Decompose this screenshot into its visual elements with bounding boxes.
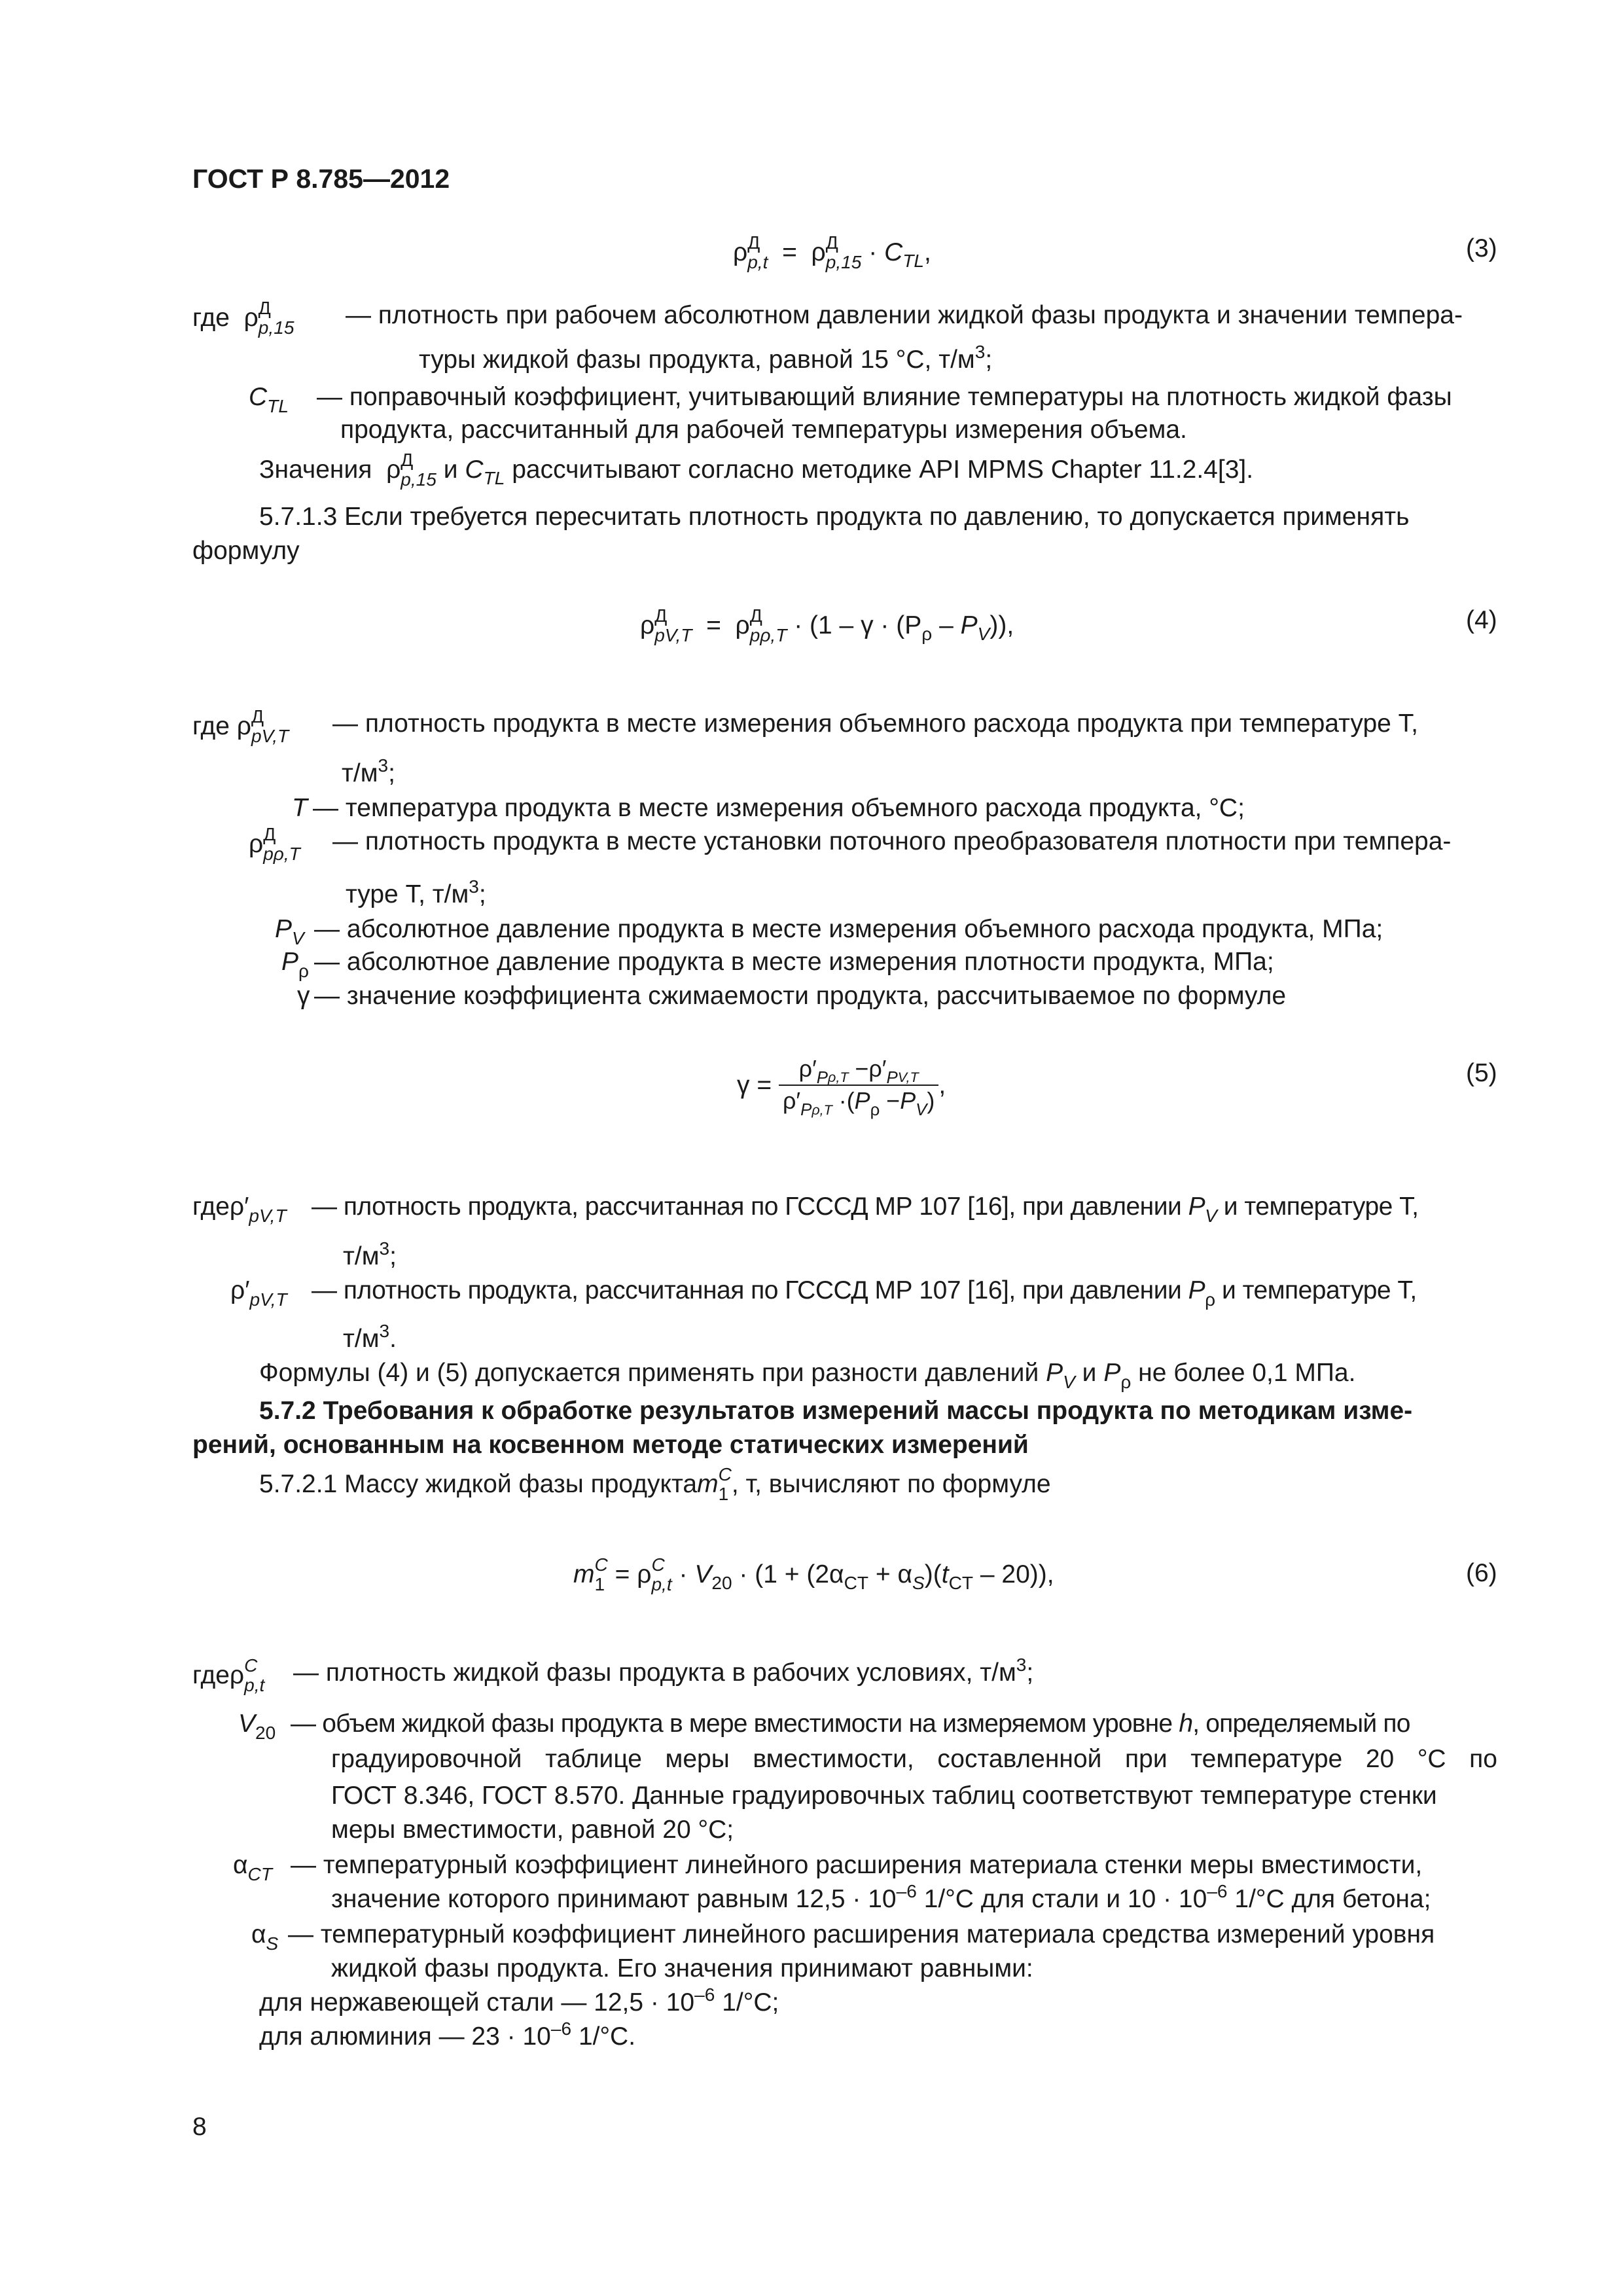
equation-3: ρ Д p,t = ρ Д p,15 · $C_{TL}$,: [733, 232, 931, 272]
where-6-line-1: — плотность жидкой фазы продукта в рабочих условиях, $т/м^3$;: [293, 1654, 1034, 1687]
equation-number-6: (6): [1466, 1559, 1497, 1587]
paragraph-5-7-1-3-line-2: формулу: [192, 537, 300, 565]
where-6-symbol-alpha-s: $\alpha_S$: [251, 1920, 279, 1954]
where-5-line-2: $т/м^3$;: [343, 1238, 397, 1270]
where-3-symbol-ctl: $C_{TL}$: [249, 383, 289, 416]
where-3-line-3: — поправочный коэффициент, учитывающий влияние температуры на плотность жидкой фазы: [317, 383, 1452, 411]
where-5-line-1: — плотность продукта, рассчитанная по ГСССД МР 107 [16], при давлении $P_V$ и температуре Т,: [312, 1193, 1419, 1226]
where-6-line-11: для алюминия — $23 \cdot 10^{-6}$ 1/°С.: [259, 2018, 636, 2051]
where-4-line-2: $т/м^3$;: [342, 755, 395, 787]
standard-header: ГОСТ Р 8.785—2012: [192, 164, 450, 194]
where-4-label: где ρ Д pV,T: [192, 706, 289, 746]
where-6-symbol-v20: $V_{20}$: [238, 1710, 276, 1743]
equation-number-5: (5): [1466, 1059, 1497, 1087]
where-4-line-7: — абсолютное давление продукта в месте измерения плотности продукта, МПа;: [314, 948, 1274, 976]
where-5-line-3: — плотность продукта, рассчитанная по ГСССД МР 107 [16], при давлении $P_\rho$ и температуре Т,: [312, 1276, 1417, 1310]
where-4-line-6: — абсолютное давление продукта в месте измерения объемного расхода продукта, МПа;: [314, 915, 1383, 943]
where-6-line-3: градуировочной таблице меры вместимости, составленной при температуре 20 °С по: [331, 1745, 1497, 1773]
where-5-line-5: Формулы (4) и (5) допускается применять при разности давлений $P_V$ и $P_\rho$ не более 0,1 МПа.: [259, 1359, 1356, 1392]
where-6-line-6: — температурный коэффициент линейного расширения материала стенки меры вместимости,: [291, 1851, 1423, 1879]
where-6-symbol-alpha-ct: $\alpha_{CT}$: [233, 1851, 272, 1884]
where-4-line-4: — плотность продукта в месте установки поточного преобразователя плотности при темпера-: [332, 827, 1452, 855]
where-6-line-5: меры вместимости, равной 20 °С;: [331, 1816, 734, 1844]
where-4-symbol-gamma: γ: [297, 982, 310, 1010]
where-6-line-7: значение которого принимают равным $12,5 \cdot 10^{-6}$ 1/°С для стали и $10 \cdot 10^{-6}$ 1/°С для бетона;: [331, 1880, 1431, 1913]
section-5-7-2-heading-line-1: 5.7.2 Требования к обработке результатов измерений массы продукта по методикам изме-: [259, 1397, 1413, 1425]
where-4-symbol-rho-pr: ρ Д pρ,T: [249, 824, 300, 864]
where-6-line-9: жидкой фазы продукта. Его значения принимают равными:: [331, 1954, 1033, 1982]
paragraph-5-7-2-1: 5.7.2.1 Массу жидкой фазы продуктаm C 1 , т, вычисляют по формуле: [259, 1464, 1051, 1504]
where-5-label: $где\rho'_{pV,T}$: [192, 1193, 287, 1226]
where-4-line-8: — значение коэффициента сжимаемости продукта, рассчитываемое по формуле: [314, 982, 1287, 1010]
where-6-line-8: — температурный коэффициент линейного расширения материала средства измерений уровня: [288, 1920, 1435, 1948]
equation-number-3: (3): [1466, 234, 1497, 262]
where-4-symbol-t: T: [292, 794, 308, 822]
where-3-line-4: продукта, рассчитанный для рабочей температуры измерения объема.: [340, 416, 1187, 444]
where-6-label: гдеρ C p,t: [192, 1655, 265, 1695]
where-5-line-4: $т/м^3$.: [343, 1320, 397, 1353]
where-3-line-2: туры жидкой фазы продукта, равной 15 °С, $т/м^3$;: [419, 341, 993, 374]
equation-6: m C 1 = ρ C p,t · $V_{20} \cdot (1 + (2\alpha_{CT} + \alpha_S)(t_{CT} - 20))$,: [573, 1554, 1054, 1594]
where-3-line-5: Значения ρ Д p,15 и $C_{TL}$ рассчитывают согласно методике API MPMS Chapter 11.2.4[3].: [259, 450, 1254, 490]
equation-number-4: (4): [1466, 606, 1497, 634]
where-4-symbol-pr: $P_\rho$: [281, 948, 309, 981]
paragraph-5-7-1-3-line-1: 5.7.1.3 Если требуется пересчитать плотность продукта по давлению, то допускается применять: [259, 503, 1410, 531]
page-number: 8: [192, 2113, 207, 2141]
where-5-symbol-rho-pv: $\rho'_{pV,T}$: [230, 1276, 287, 1310]
where-3-label: где ρ Д p,15: [192, 298, 294, 338]
section-5-7-2-heading-line-2: рений, основанным на косвенном методе статических измерений: [192, 1431, 1029, 1459]
where-4-line-3: — температура продукта в месте измерения объемного расхода продукта, °С;: [313, 794, 1245, 822]
equation-5: γ = $\frac{\rho'_{P\rho,T} -\rho'_{PV,T}}{\rho'_{P\rho,T} \cdot(P_\rho -P_V)}$ ,: [737, 1056, 946, 1120]
where-4-symbol-pv: $P_V$: [275, 915, 304, 948]
where-4-line-5: туре Т, $т/м^3$;: [346, 876, 486, 908]
where-3-line-1: — плотность при рабочем абсолютном давлении жидкой фазы продукта и значении темпера-: [346, 301, 1463, 329]
where-6-line-2: — объем жидкой фазы продукта в мере вместимости на измеряемом уровне h, определяемый по: [291, 1710, 1410, 1738]
where-6-line-10: для нержавеющей стали — $12,5 \cdot 10^{-6}$ 1/°С;: [259, 1984, 779, 2017]
equation-4: ρ Д pV,T = ρ Д pρ,T · $(1 - \gamma \cdot (P_\rho - P_V))$,: [640, 605, 1014, 645]
where-6-line-4: ГОСТ 8.346, ГОСТ 8.570. Данные градуировочных таблиц соответствуют температуре стенки: [331, 1782, 1437, 1810]
where-4-line-1: — плотность продукта в месте измерения объемного расхода продукта при температуре Т,: [332, 709, 1419, 738]
